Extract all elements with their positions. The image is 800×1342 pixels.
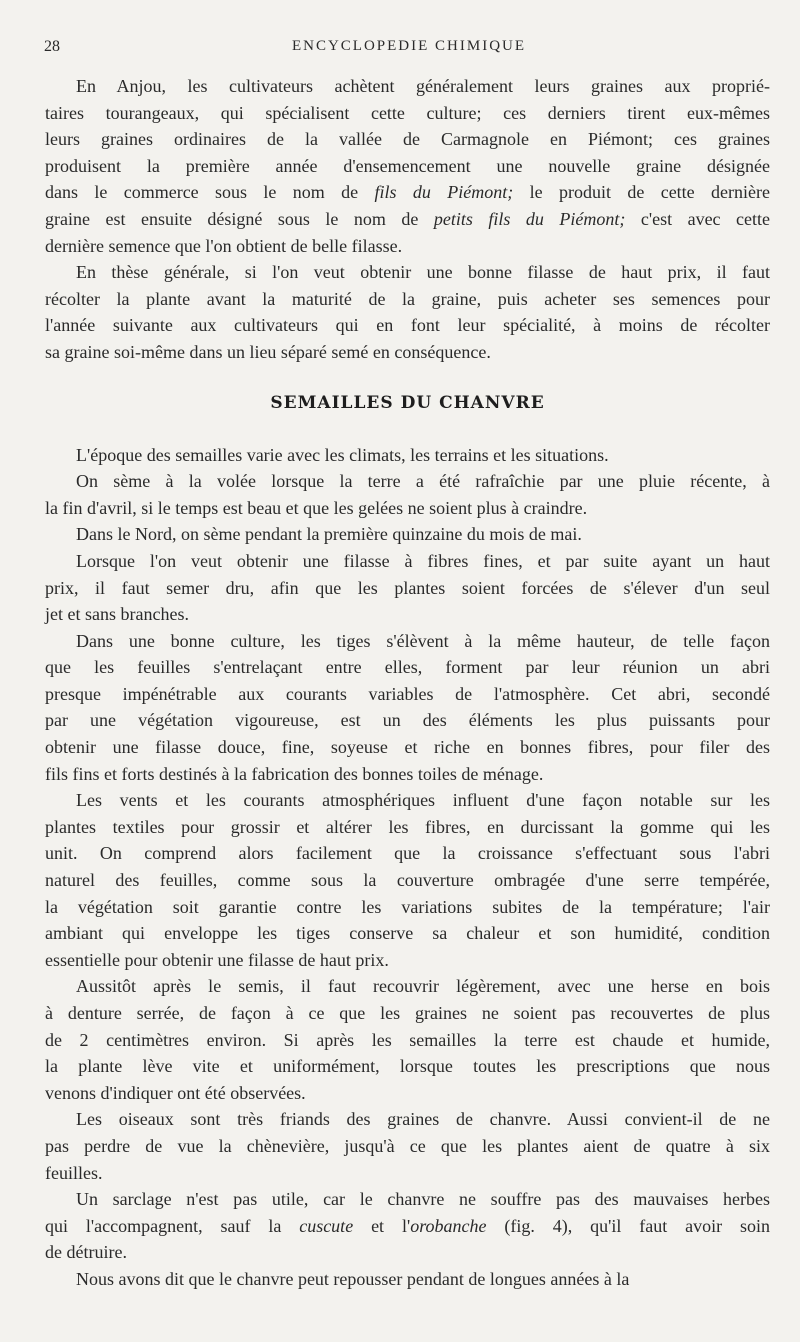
section-semailles	[45, 442, 770, 1293]
text-line: presque impénétrable aux courants variables de l'atmosphère. Cet abri, secondé	[45, 683, 770, 704]
paragraph	[45, 787, 770, 973]
text-line: Les oiseaux sont très friands des graines de chanvre. Aussi convient-il de ne	[76, 1109, 770, 1130]
text-line: taires tourangeaux, qui spécialisent cette culture; ces derniers tirent eux-mêmes	[45, 102, 770, 123]
text-line: feuilles.	[45, 1162, 103, 1183]
text-line: produisent la première année d'ensemencement une nouvelle graine désignée	[45, 155, 770, 176]
page-body	[45, 73, 770, 1293]
text-line: essentielle pour obtenir une filasse de haut prix.	[45, 949, 389, 970]
text-line: de détruire.	[45, 1242, 127, 1263]
paragraph	[45, 548, 770, 628]
text-line: En thèse générale, si l'on veut obtenir une bonne filasse de haut prix, il faut	[76, 262, 770, 283]
text-line: plantes textiles pour grossir et altérer les fibres, en durcissant la gomme qui les	[45, 816, 770, 837]
paragraph	[45, 442, 770, 469]
text-line: prix, il faut semer dru, afin que les plantes soient forcées de s'élever d'un seul	[45, 577, 770, 598]
text-line: que les feuilles s'entrelaçant entre elles, forment par leur réunion un abri	[45, 657, 770, 678]
paragraph	[45, 1106, 770, 1186]
text-line: l'année suivante aux cultivateurs qui en font leur spécialité, à moins de récolter	[45, 315, 770, 336]
text-line: jet et sans branches.	[45, 604, 189, 625]
section-heading: SEMAILLES DU CHANVRE	[270, 392, 545, 413]
text-line: récolter la plante avant la maturité de la graine, puis acheter ses semences pour	[45, 288, 770, 309]
text-line: L'époque des semailles varie avec les climats, les terrains et les situations.	[76, 444, 609, 465]
paragraph	[45, 468, 770, 521]
text-line: à denture serrée, de façon à ce que les graines ne soient pas recouvertes de plus	[45, 1003, 770, 1023]
text-line: venons d'indiquer ont été observées.	[45, 1082, 306, 1103]
text-line: Nous avons dit que le chanvre peut repousser pendant de longues années à la	[76, 1268, 630, 1289]
page-header	[44, 38, 774, 62]
text-line: graine est ensuite désigné sous le nom de petits fils du Piémont; c'est avec cette	[45, 208, 771, 229]
text-line: pas perdre de vue la chènevière, jusqu'à ce que les plantes aient de quatre à six	[45, 1135, 770, 1156]
section-intro	[45, 73, 770, 366]
text-line: naturel des feuilles, comme sous la couverture ombragée d'une serre tempérée,	[45, 870, 770, 891]
text-line: On sème à la volée lorsque la terre a été rafraîchie par une pluie récente, à	[76, 471, 770, 492]
text-line: dernière semence que l'on obtient de belle filasse.	[45, 235, 403, 256]
text-line: unit. On comprend alors facilement que la croissance s'effectuant sous l'abri	[45, 843, 770, 864]
page-number: 28	[44, 38, 60, 55]
text-line: ambiant qui enveloppe les tiges conserve sa chaleur et son humidité, condition	[45, 923, 770, 944]
paragraph	[45, 1186, 770, 1266]
text-line: la végétation soit garantie contre les variations subites de la température; l'air	[45, 896, 770, 917]
running-title: ENCYCLOPEDIE CHIMIQUE	[291, 38, 527, 54]
paragraph	[45, 1266, 770, 1293]
text-line: Dans une bonne culture, les tiges s'élèvent à la même hauteur, de telle façon	[76, 630, 770, 651]
text-line: Dans le Nord, on sème pendant la première quinzaine du mois de mai.	[76, 524, 582, 545]
text-line: Lorsque l'on veut obtenir une filasse à fibres fines, et par suite ayant un haut	[76, 550, 770, 571]
text-line: dans le commerce sous le nom de fils du Piémont; le produit de cette dernière	[45, 182, 770, 203]
text-line: leurs graines ordinaires de la vallée de Carmagnole en Piémont; ces graines	[45, 129, 770, 150]
text-line: Aussitôt après le semis, il faut recouvrir légèrement, avec une herse en bois	[76, 976, 770, 997]
text-line: la fin d'avril, si le temps est beau et que les gelées ne soient plus à craindre.	[45, 497, 588, 518]
text-line: fils fins et forts destinés à la fabrication des bonnes toiles de ménage.	[45, 763, 544, 784]
text-line: de 2 centimètres environ. Si après les semailles la terre est chaude et humide,	[45, 1029, 770, 1050]
text-line: Les vents et les courants atmosphériques influent d'une façon notable sur les	[76, 790, 770, 811]
text-line: la plante lève vite et uniformément, lorsque toutes les prescriptions que nous	[45, 1056, 770, 1077]
paragraph	[45, 521, 770, 548]
text-line: Un sarclage n'est pas utile, car le chanvre ne souffre pas des mauvaises herbes	[76, 1189, 770, 1210]
paragraph	[45, 73, 770, 259]
text-line: En Anjou, les cultivateurs achètent généralement leurs graines aux proprié-	[76, 76, 770, 96]
text-line: sa graine soi-même dans un lieu séparé semé en conséquence.	[45, 341, 491, 362]
paragraph	[45, 259, 770, 365]
paragraph	[45, 628, 770, 788]
paragraph	[45, 973, 770, 1106]
text-line: qui l'accompagnent, sauf la cuscute et l'orobanche (fig. 4), qu'il faut avoir soin	[45, 1215, 771, 1236]
text-line: obtenir une filasse douce, fine, soyeuse et riche en bonnes fibres, pour filer des	[45, 737, 770, 758]
text-line: par une végétation vigoureuse, est un des éléments les plus puissants pour	[45, 710, 770, 731]
